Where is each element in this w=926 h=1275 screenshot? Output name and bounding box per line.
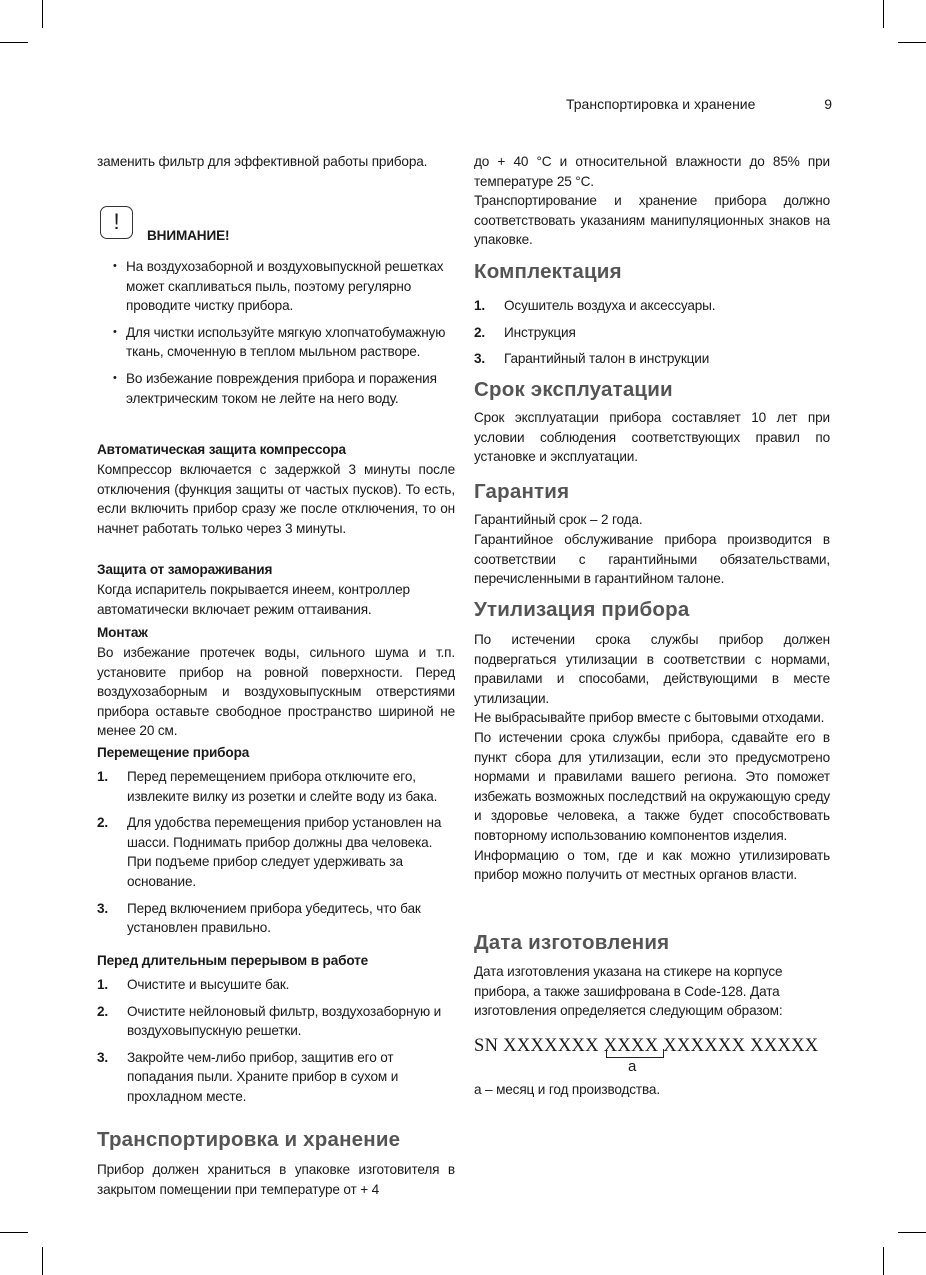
pause-list — [97, 975, 455, 1114]
disposal-paragraph: Не выбрасывайте прибор вместе с бытовыми отходами. — [474, 710, 825, 726]
item-text: Очистите нейлоновый фильтр, воздухозаборную и воздуховыпускную решетки. — [127, 1003, 442, 1039]
manufacture-heading: Дата изготовления — [474, 931, 670, 954]
compressor-text: Компрессор включается с задержкой 3 минуты после отключения (функция защиты от частых пусков). То есть, если включить прибор сразу же после отключения, то он начнет работать только через 3 минуты. — [97, 462, 455, 536]
transport-continued-2: Транспортирование и хранение прибора должно соответствовать указаниям манипуляционных знаков на упаковке. — [474, 193, 830, 248]
service-text: Срок эксплуатации прибора составляет 10 лет при условии соблюдения соответствующих правил по установке и эксплуатации. — [474, 410, 830, 465]
moving-list — [97, 767, 455, 945]
serial-number-format: SN XXXXXXX XXXX XXXXXX XXXXX — [474, 1036, 819, 1056]
item-number: 1. — [474, 298, 486, 313]
crop-mark — [0, 42, 28, 43]
warranty-text-2: Гарантийное обслуживание прибора производится в соответствии с гарантийными обязательствами, перечисленными в гарантийном талоне. — [474, 532, 830, 587]
disposal-paragraph: По истечении срока службы прибора, сдавайте его в пункт сбора для утилизации, если это предусмотрено нормами и правилами вашего региона. Это поможет избежать возможных последствий на окружающую среду и здоровье человека, а также будет способствовать повторному использованию компонентов изделия. — [474, 729, 830, 843]
freeze-title: Защита от замораживания — [97, 562, 273, 577]
kit-list — [474, 296, 830, 376]
bracket-label: а — [628, 1058, 637, 1075]
crop-mark — [883, 1247, 884, 1275]
freeze-text: Когда испаритель покрывается инеем, контроллер автоматически включает режим оттаивания. — [97, 582, 410, 617]
list-item — [97, 975, 455, 995]
warning-title: ВНИМАНИЕ! — [147, 228, 230, 243]
manufacture-caption: а – месяц и год производства. — [474, 1082, 660, 1097]
disposal-text — [474, 630, 830, 885]
disposal-paragraph: Информацию о том, где и как можно утилизировать прибор можно получить от местных органов власти. — [474, 847, 830, 883]
transport-continued: до + 40 °С и относительной влажности до 85% при температуре 25 °С. — [474, 154, 830, 189]
compressor-title: Автоматическая защита компрессора — [97, 442, 346, 457]
list-item — [474, 296, 830, 316]
crop-mark — [42, 1247, 43, 1275]
crop-mark — [42, 0, 43, 28]
list-item — [97, 899, 455, 938]
disposal-heading: Утилизация прибора — [474, 598, 690, 621]
item-number: 2. — [97, 1003, 109, 1019]
list-item — [97, 1048, 455, 1107]
item-text: Для удобства перемещения прибор установлен на шасси. Поднимать прибор должны два человека. При подъеме прибор следует удерживать за основание. — [127, 815, 442, 889]
exclamation-icon: ! — [100, 206, 133, 239]
item-text: Перед перемещением прибора отключите его, извлеките вилку из розетки и слейте воду из бака. — [127, 769, 438, 804]
item-text: Очистите и высушите бак. — [127, 977, 290, 992]
list-item: • Во избежание повреждения прибора и поражения электрическим током не лейте на него воду. — [97, 369, 455, 408]
list-item — [97, 1002, 455, 1041]
crop-mark — [898, 1232, 926, 1233]
item-text: Инструкция — [504, 324, 576, 340]
item-number: 2. — [474, 324, 486, 340]
item-number: 3. — [97, 1049, 109, 1065]
item-text: Гарантийный талон в инструкции — [504, 351, 710, 367]
mount-text: Во избежание протечек воды, сильного шума и т.п. установите прибор на ровной поверхности. Перед воздухозаборным и воздуховыпускным отверстиями прибора оставьте свободное пространство шириной не менее 20 см. — [97, 645, 455, 739]
item-number: 3. — [97, 900, 109, 916]
item-number: 3. — [474, 351, 486, 367]
crop-mark — [898, 42, 926, 43]
item-text: Осушитель воздуха и аксессуары. — [504, 298, 716, 313]
intro-text: заменить фильтр для эффективной работы прибора. — [97, 154, 428, 169]
service-heading: Срок эксплуатации — [474, 378, 673, 401]
header-section: Транспортировка и хранение — [566, 96, 756, 112]
transport-heading: Транспортировка и хранение — [97, 1128, 401, 1151]
kit-heading: Комплектация — [474, 260, 622, 283]
item-text: Перед включением прибора убедитесь, что бак установлен правильно. — [127, 900, 421, 936]
mount-title: Монтаж — [97, 625, 148, 640]
crop-mark — [0, 1232, 28, 1233]
warranty-heading: Гарантия — [474, 480, 570, 503]
page-number: 9 — [824, 96, 832, 112]
list-item — [97, 813, 455, 891]
item-number: 1. — [97, 977, 109, 992]
item-number: 2. — [97, 815, 109, 831]
warning-list — [97, 257, 455, 415]
transport-text: Прибор должен храниться в упаковке изготовителя в закрытом помещении при температуре от + 4 — [97, 1162, 455, 1197]
list-item: • На воздухозаборной и воздуховыпускной решетках может скапливаться пыль, поэтому регулярно проводите чистку прибора. — [97, 257, 455, 316]
manufacture-text: Дата изготовления указана на стикере на корпусе прибора, а также зашифрована в Code-128. Дата изготовления определяется следующим образом: — [474, 964, 783, 1019]
moving-title: Перемещение прибора — [97, 745, 250, 760]
crop-mark — [883, 0, 884, 28]
list-item — [97, 767, 455, 806]
pause-title: Перед длительным перерывом в работе — [97, 953, 369, 968]
warranty-text-1: Гарантийный срок – 2 года. — [474, 512, 643, 527]
list-item — [474, 323, 830, 343]
disposal-paragraph: По истечении срока службы прибор должен подвергаться утилизации в соответствии с нормами, правилами и способами, действующими в месте утилизации. — [474, 632, 830, 706]
list-item — [474, 349, 830, 369]
item-text: Закройте чем-либо прибор, защитив его от попадания пыли. Храните прибор в сухом и прохладном месте. — [127, 1049, 399, 1104]
list-item: • Для чистки используйте мягкую хлопчатобумажную ткань, смоченную в теплом мыльном растворе. — [97, 323, 455, 362]
item-number: 1. — [97, 769, 109, 784]
